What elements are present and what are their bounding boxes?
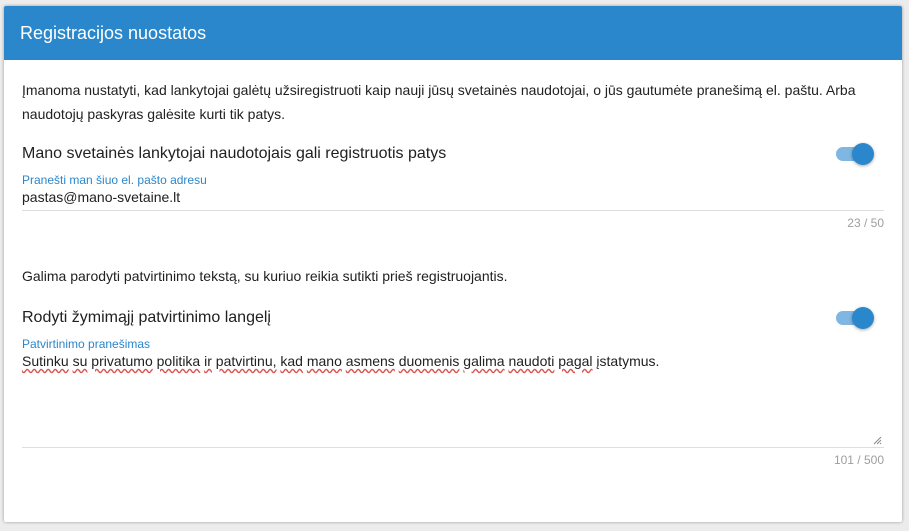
- toggle-thumb: [852, 307, 874, 329]
- message-word: privatumo: [91, 353, 153, 369]
- email-char-counter: 23 / 50: [847, 216, 884, 230]
- message-word: politika: [156, 353, 201, 369]
- self-registration-row: [22, 139, 884, 169]
- message-char-counter: 101 / 500: [833, 453, 884, 467]
- dialog-header: [4, 6, 902, 60]
- message-word: duomenis: [398, 353, 460, 369]
- self-registration-label: Mano svetainės lankytojai naudotojais gali registruotis patys: [22, 145, 447, 162]
- confirmation-description: Galima parodyti patvirtinimo tekstą, su kuriuo reikia sutikti prieš registruojantis.: [22, 268, 508, 284]
- registration-description: Įmanoma nustatyti, kad lankytojai galėtų užsiregistruoti kaip nauji jūsų svetainės naudotojai, o jūs gautumėte pranešimą el. paštu. Arba naudotojų paskyras galėsite kurti tik patys.: [22, 82, 856, 122]
- confirmation-message-textarea[interactable]: [22, 351, 884, 447]
- message-word: kad: [280, 353, 303, 369]
- message-word: naudoti: [508, 353, 555, 369]
- registration-settings-dialog: [4, 6, 902, 522]
- confirmation-row: [22, 303, 884, 333]
- message-word: asmens: [345, 353, 395, 369]
- self-registration-toggle[interactable]: [836, 144, 872, 164]
- message-word: mano: [306, 353, 342, 369]
- message-field-underline: [22, 447, 884, 448]
- message-word: Sutinku: [22, 353, 69, 369]
- message-word: įstatymus.: [596, 353, 660, 369]
- dialog-content: [4, 78, 902, 467]
- toggle-thumb: [852, 143, 874, 165]
- message-word: pagal: [558, 353, 593, 369]
- confirmation-message-label: Patvirtinimo pranešimas: [22, 337, 151, 351]
- confirmation-message-text: [22, 353, 659, 369]
- message-word: patvirtinu,: [215, 353, 277, 369]
- email-field-underline: [22, 210, 884, 211]
- email-field-label: Pranešti man šiuo el. pašto adresu: [22, 173, 207, 187]
- confirmation-toggle-label: Rodyti žymimąjį patvirtinimo langelį: [22, 309, 271, 326]
- dialog-title: Registracijos nuostatos: [20, 22, 207, 43]
- message-word: ir: [204, 353, 212, 369]
- confirmation-checkbox-toggle[interactable]: [836, 308, 872, 328]
- message-word: galima: [463, 353, 505, 369]
- notify-email-field[interactable]: [22, 187, 884, 207]
- message-word: su: [72, 353, 88, 369]
- resize-handle-icon[interactable]: [873, 436, 882, 445]
